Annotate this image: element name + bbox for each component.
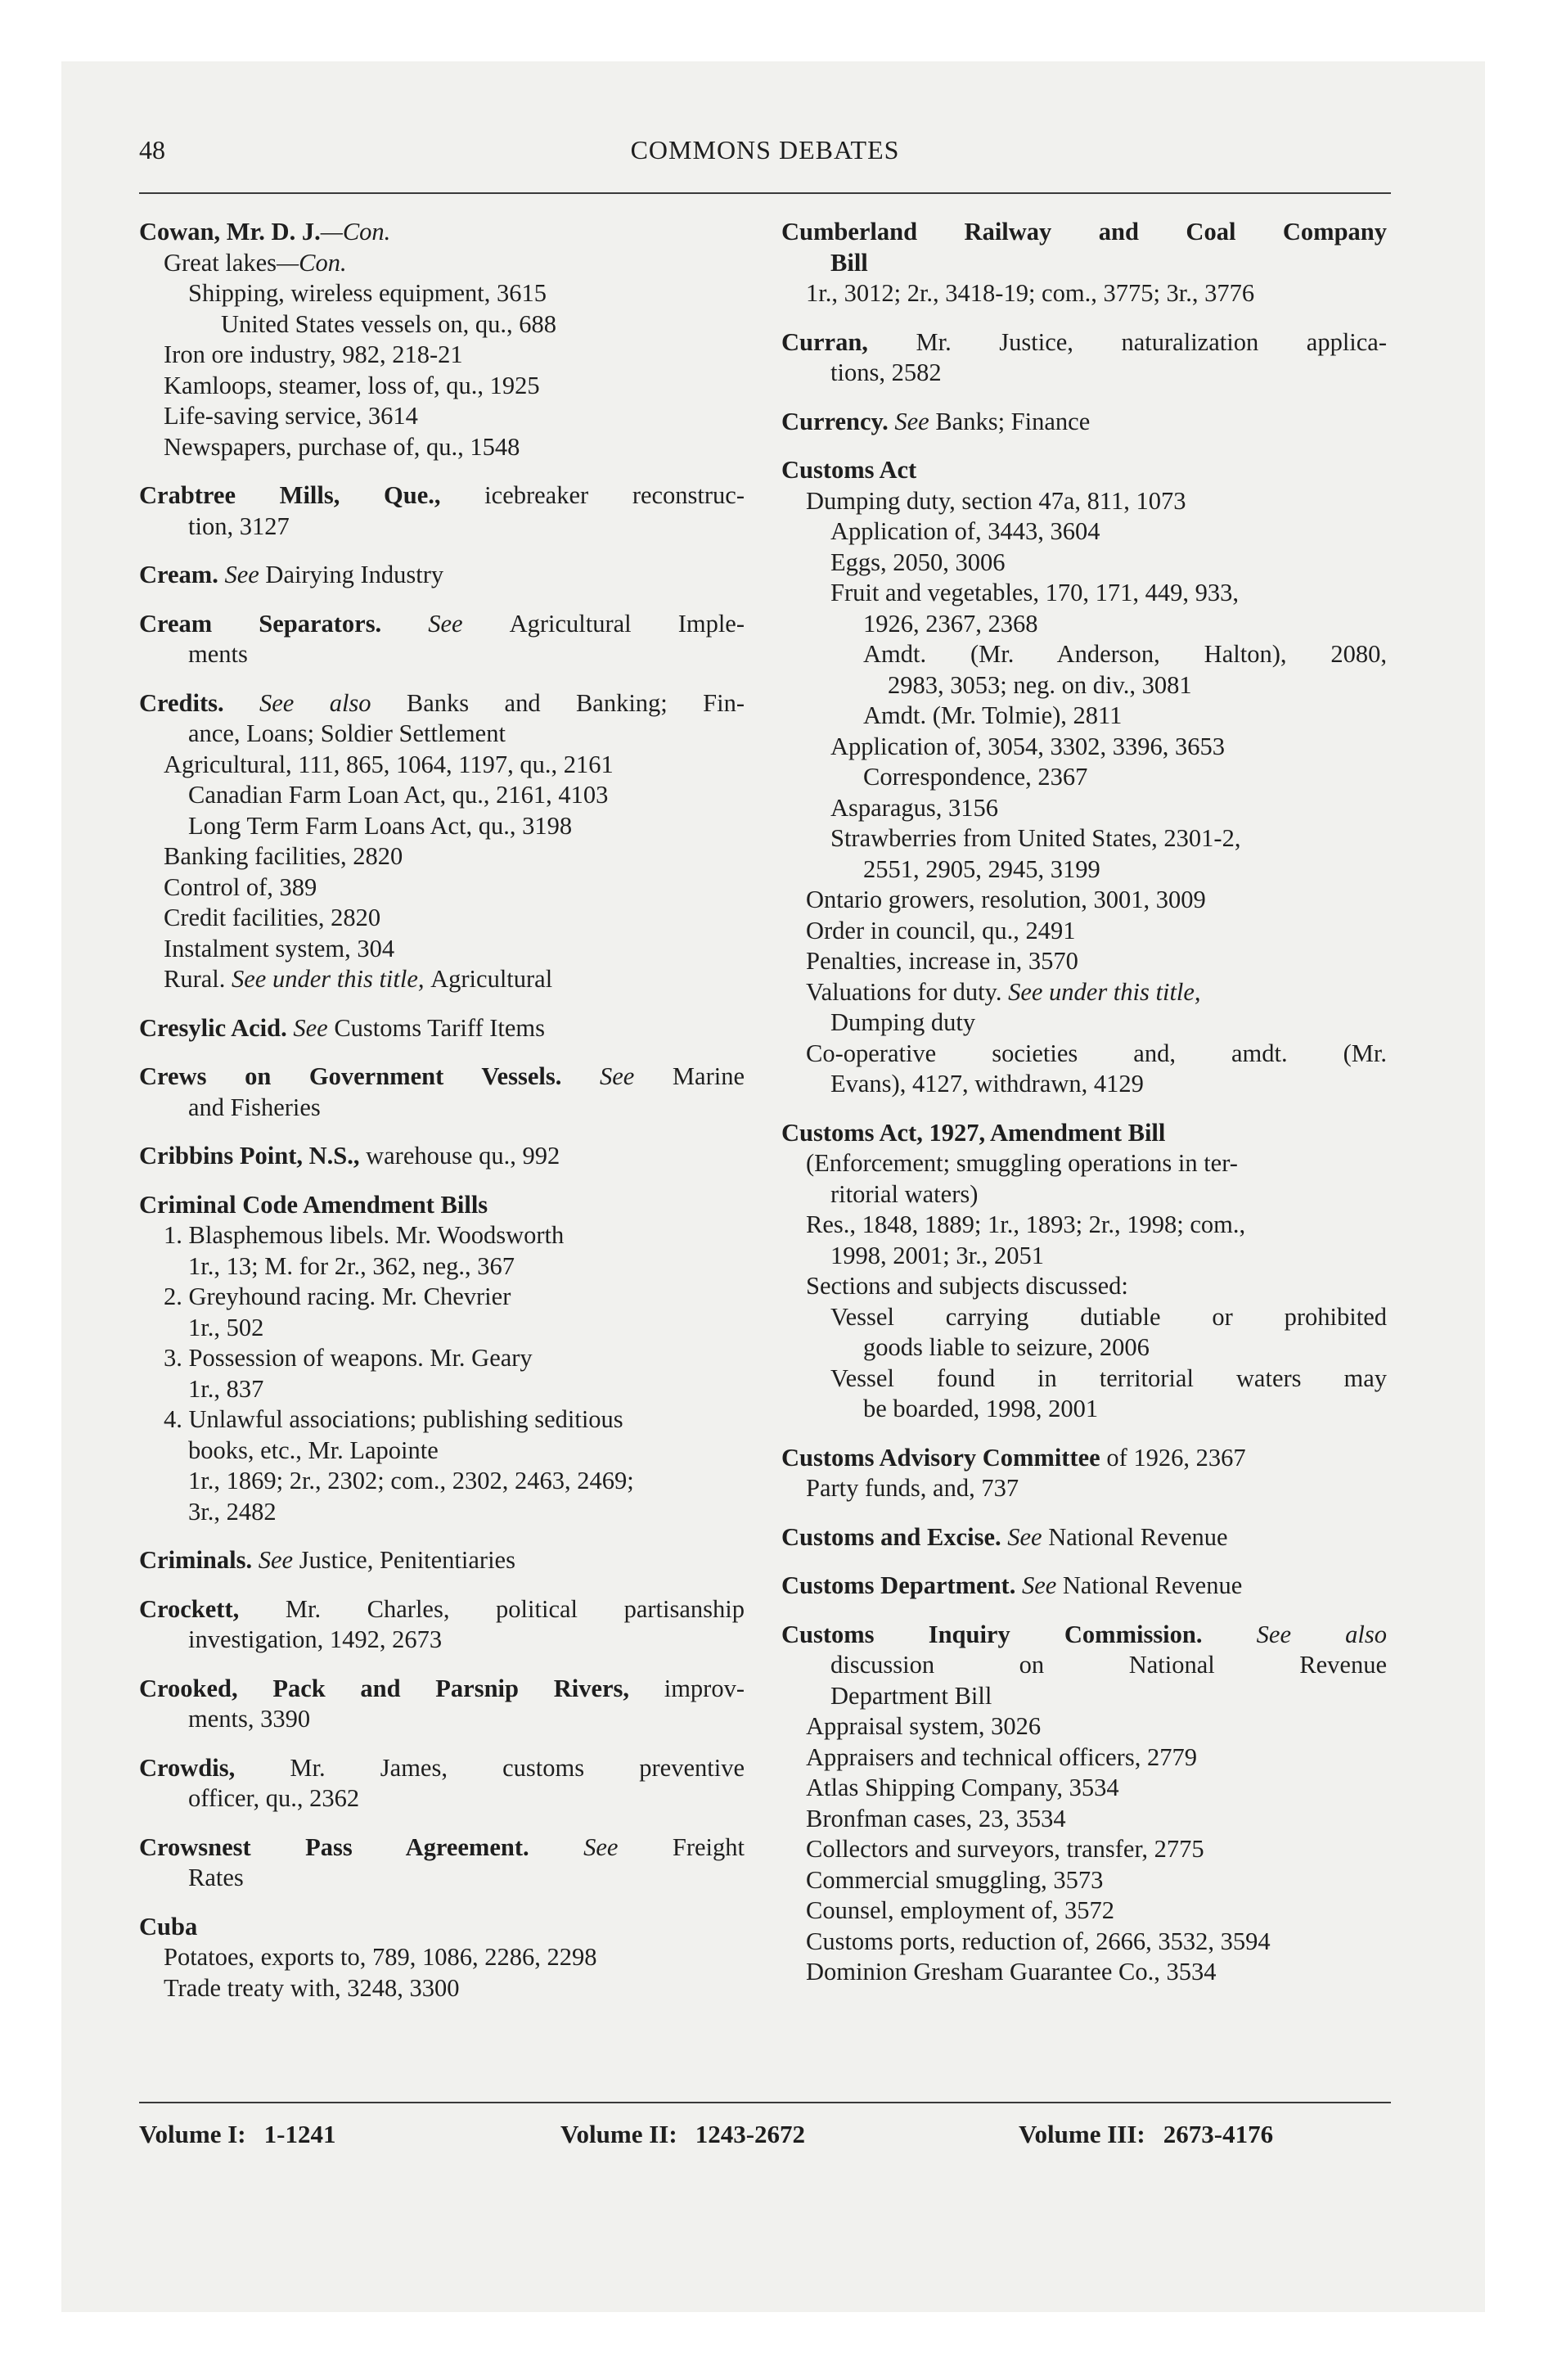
entry-heading: Cowan, Mr. D. J. <box>139 218 321 246</box>
entry-text: warehouse qu., 992 <box>359 1142 560 1170</box>
index-entry-crews <box>139 1062 745 1123</box>
entry-continuation: and Fisheries <box>188 1093 321 1121</box>
entry-heading: Customs and Excise. <box>781 1522 1001 1551</box>
sub-entry: Strawberries from United States, 2301-2, <box>830 824 1241 852</box>
cross-reference: Customs Tariff Items <box>334 1013 545 1042</box>
sub-entry: Valuations for duty. <box>806 977 1009 1006</box>
sub-entry: 1r., 3012; 2r., 3418-19; com., 3775; 3r., 3776 <box>806 279 1255 307</box>
see-reference: See <box>529 1832 673 1861</box>
entry-heading: Cuba <box>139 1912 198 1941</box>
sub-entry: 1998, 2001; 3r., 2051 <box>830 1241 1044 1269</box>
entry-heading-continuation: Bill <box>830 248 868 277</box>
index-entry-crabtree <box>139 480 745 542</box>
volume-3-range <box>1019 2120 1273 2149</box>
index-entry-cowan <box>139 217 745 462</box>
entry-heading: Customs Department. <box>781 1571 1016 1599</box>
sub-entry: Iron ore industry, 982, 218-21 <box>164 340 463 368</box>
volume-1-range <box>139 2120 335 2149</box>
sub-entry: Dumping duty <box>830 1008 976 1036</box>
cross-reference: Justice, Penitentiaries <box>299 1546 515 1574</box>
sub-entry: Potatoes, exports to, 789, 1086, 2286, 2298 <box>164 1943 597 1971</box>
sub-entry: Ontario growers, resolution, 3001, 3009 <box>806 886 1206 913</box>
sub-entry: Rural. <box>164 965 232 993</box>
sub-entry: Counsel, employment of, 3572 <box>806 1896 1114 1924</box>
cross-reference: Banks and Banking; Fin- <box>406 688 745 717</box>
entry-text: Mr. Charles, political partisanship <box>239 1594 745 1623</box>
volume-2-range <box>560 2120 805 2149</box>
entry-continuation: ments <box>188 640 248 668</box>
sub-entry: 1. Blasphemous libels. Mr. Woodsworth <box>164 1221 565 1249</box>
entry-continuation: officer, qu., 2362 <box>188 1784 360 1812</box>
entry-heading: Crooked, Pack and Parsnip Rivers, <box>139 1674 630 1702</box>
see-reference: See <box>1001 1522 1049 1551</box>
sub-entry: Agricultural, 111, 865, 1064, 1197, qu., 2161 <box>164 750 614 778</box>
sub-entry: 1r., 1869; 2r., 2302; com., 2302, 2463, 2469; <box>188 1467 634 1494</box>
sub-entry: Appraisers and technical officers, 2779 <box>806 1742 1197 1771</box>
volume-label: Volume III: <box>1019 2120 1145 2148</box>
footer-rule <box>139 2102 1391 2103</box>
entry-heading: Customs Act, 1927, Amendment Bill <box>781 1118 1166 1147</box>
entry-heading: Cumberland Railway and Coal Company <box>781 218 1387 246</box>
entry-heading: Crockett, <box>139 1594 240 1623</box>
cross-reference: Banks; Finance <box>935 407 1091 435</box>
sub-entry: Res., 1848, 1889; 1r., 1893; 2r., 1998; com., <box>806 1210 1246 1238</box>
entry-heading: Customs Advisory Committee <box>781 1443 1100 1472</box>
sub-entry: Vessel carrying dutiable or prohibited <box>830 1302 1387 1331</box>
sub-entry: Vessel found in territorial waters may <box>830 1364 1387 1392</box>
sub-entry: goods liable to seizure, 2006 <box>863 1333 1150 1361</box>
see-also-reference: See also <box>1202 1620 1387 1648</box>
cross-reference: National Revenue <box>1062 1571 1243 1599</box>
sub-entry: 2983, 3053; neg. on div., 3081 <box>888 670 1192 699</box>
index-entry-curran <box>781 327 1387 389</box>
entry-heading: Cribbins Point, N.S., <box>139 1142 360 1170</box>
entry-heading: Crews on Government Vessels. <box>139 1062 562 1090</box>
entry-text: Mr. Justice, naturalization applica- <box>867 327 1387 356</box>
sub-entry: 1r., 837 <box>188 1374 264 1403</box>
sub-entry: Amdt. (Mr. Tolmie), 2811 <box>863 701 1123 729</box>
see-reference: See <box>888 407 936 435</box>
entry-heading: Crowdis, <box>139 1753 236 1782</box>
see-also-reference: See also <box>223 688 407 717</box>
see-reference: See <box>1015 1571 1063 1599</box>
sub-entry: 1r., 13; M. for 2r., 362, neg., 367 <box>188 1251 515 1280</box>
sub-entry: Appraisal system, 3026 <box>806 1712 1042 1740</box>
sub-entry: Credit facilities, 2820 <box>164 904 381 931</box>
entry-heading: Cream Separators. <box>139 609 382 638</box>
sub-entry: Great lakes <box>164 248 277 277</box>
sub-entry: Collectors and surveyors, transfer, 2775 <box>806 1835 1204 1863</box>
sub-entry: Sections and subjects discussed: <box>806 1272 1128 1300</box>
sub-entry: (Enforcement; smuggling operations in ter- <box>806 1149 1238 1177</box>
sub-entry: books, etc., Mr. Lapointe <box>188 1436 439 1464</box>
sub-entry: United States vessels on, qu., 688 <box>221 309 557 338</box>
index-entry-customs-inquiry <box>781 1620 1387 1988</box>
sub-entry: Application of, 3443, 3604 <box>830 517 1100 545</box>
entry-heading: Criminals. <box>139 1546 253 1574</box>
sub-entry: Asparagus, 3156 <box>830 793 998 822</box>
see-reference: See <box>252 1546 299 1574</box>
entry-continuation: ance, Loans; Soldier Settlement <box>188 719 506 747</box>
index-entry-crooked-rivers <box>139 1674 745 1735</box>
entry-heading: Currency. <box>781 407 889 435</box>
entry-continuation: investigation, 1492, 2673 <box>188 1625 443 1653</box>
sub-entry: Long Term Farm Loans Act, qu., 3198 <box>188 811 573 840</box>
cross-reference: Agricultural Imple- <box>509 609 745 638</box>
index-entry-cumberland <box>781 217 1387 309</box>
index-entry-customs-act-1927 <box>781 1118 1387 1425</box>
sub-entry: Kamloops, steamer, loss of, qu., 1925 <box>164 371 540 399</box>
index-entry-cream-separators <box>139 609 745 670</box>
sub-entry: 2551, 2905, 2945, 3199 <box>863 854 1100 883</box>
volume-pages: 2673-4176 <box>1163 2120 1274 2148</box>
see-reference: See under this title, <box>232 965 431 993</box>
entry-text: icebreaker reconstruc- <box>440 481 745 509</box>
sub-entry: Shipping, wireless equipment, 3615 <box>188 279 547 307</box>
sub-entry: Commercial smuggling, 3573 <box>806 1865 1104 1894</box>
entry-text: Mr. James, customs preventive <box>235 1753 745 1782</box>
index-entry-credits <box>139 688 745 995</box>
index-entry-crowsnest <box>139 1832 745 1894</box>
index-entry-customs-department <box>781 1571 1387 1602</box>
sub-entry: Fruit and vegetables, 170, 171, 449, 933, <box>830 579 1239 606</box>
volume-pages: 1243-2672 <box>695 2120 806 2148</box>
index-entry-criminals <box>139 1545 745 1576</box>
see-reference: See <box>286 1013 335 1042</box>
sub-entry: Application of, 3054, 3302, 3396, 3653 <box>830 732 1226 760</box>
sub-entry: Life-saving service, 3614 <box>164 402 418 430</box>
entry-heading: Criminal Code Amendment Bills <box>139 1190 488 1219</box>
index-entry-customs-excise <box>781 1522 1387 1553</box>
sub-entry: 3. Possession of weapons. Mr. Geary <box>164 1344 533 1372</box>
cross-reference: National Revenue <box>1048 1522 1228 1551</box>
volume-footer <box>139 2120 1391 2161</box>
index-entry-crowdis <box>139 1753 745 1814</box>
entry-heading: Cresylic Acid. <box>139 1013 287 1042</box>
entry-heading: Customs Act <box>781 456 917 484</box>
index-entry-cresylic-acid <box>139 1013 745 1044</box>
cross-reference: Marine <box>672 1062 745 1090</box>
index-entry-cuba <box>139 1912 745 2004</box>
volume-label: Volume II: <box>560 2120 677 2148</box>
sub-entry: Bronfman cases, 23, 3534 <box>806 1804 1066 1832</box>
entry-continuation: tion, 3127 <box>188 512 290 540</box>
sub-entry: Dumping duty, section 47a, 811, 1073 <box>806 486 1186 515</box>
volume-label: Volume I: <box>139 2120 246 2148</box>
entry-text: of 1926, 2367 <box>1100 1443 1246 1472</box>
sub-entry: Trade treaty with, 3248, 3300 <box>164 1973 460 2002</box>
sub-entry: Control of, 389 <box>164 872 317 901</box>
left-column <box>139 217 745 2022</box>
sub-entry: Evans), 4127, withdrawn, 4129 <box>830 1070 1144 1098</box>
sub-entry: 1r., 502 <box>188 1313 264 1341</box>
see-reference: See <box>381 609 510 638</box>
page-header <box>139 135 1391 181</box>
sub-entry: ritorial waters) <box>830 1179 979 1208</box>
entry-text: improv- <box>629 1674 745 1702</box>
sub-entry: be boarded, 1998, 2001 <box>863 1395 1099 1422</box>
continued-marker: —Con. <box>320 218 391 246</box>
cross-reference: Dairying Industry <box>265 561 444 588</box>
index-entry-customs-advisory <box>781 1443 1387 1504</box>
index-entry-currency <box>781 407 1387 438</box>
index-entry-criminal-code <box>139 1190 745 1528</box>
cross-reference: Freight <box>672 1832 745 1861</box>
sub-entry: 2. Greyhound racing. Mr. Chevrier <box>164 1282 511 1310</box>
continued-marker: —Con. <box>277 248 347 277</box>
header-rule <box>139 192 1391 194</box>
sub-entry: 3r., 2482 <box>188 1497 277 1526</box>
entry-heading: Cream. <box>139 561 218 588</box>
sub-entry: Customs ports, reduction of, 2666, 3532, 3594 <box>806 1927 1271 1955</box>
entry-continuation: ments, 3390 <box>188 1705 311 1733</box>
entry-heading: Crabtree Mills, Que., <box>139 481 441 509</box>
entry-heading: Curran, <box>781 327 868 356</box>
sub-entry: Correspondence, 2367 <box>863 763 1088 791</box>
see-reference: See <box>218 561 266 588</box>
index-entry-cribbins-point <box>139 1141 745 1172</box>
sub-entry: Party funds, and, 737 <box>806 1474 1019 1502</box>
entry-heading: Crowsnest Pass Agreement. <box>139 1832 529 1861</box>
entry-continuation: Department Bill <box>830 1681 992 1710</box>
entry-continuation: discussion on National Revenue <box>830 1651 1387 1679</box>
entry-heading: Credits. <box>139 688 224 717</box>
sub-entry: Penalties, increase in, 3570 <box>806 947 1078 975</box>
sub-entry: Amdt. (Mr. Anderson, Halton), 2080, <box>863 640 1387 668</box>
sub-entry: Banking facilities, 2820 <box>164 842 403 870</box>
index-entry-crockett <box>139 1594 745 1656</box>
sub-entry: Canadian Farm Loan Act, qu., 2161, 4103 <box>188 781 609 809</box>
entry-continuation: tions, 2582 <box>830 358 942 386</box>
sub-entry: Co-operative societies and, amdt. (Mr. <box>806 1039 1387 1067</box>
volume-pages: 1-1241 <box>263 2120 336 2148</box>
sub-entry: Eggs, 2050, 3006 <box>830 548 1006 576</box>
sub-entry: Instalment system, 304 <box>164 934 395 962</box>
page-number: 48 <box>139 135 165 165</box>
see-reference: See <box>561 1062 673 1090</box>
sub-entry: 1926, 2367, 2368 <box>863 609 1038 638</box>
right-column <box>781 217 1387 2006</box>
see-reference: See under this title, <box>1008 977 1201 1006</box>
sub-entry: Order in council, qu., 2491 <box>806 916 1076 944</box>
entry-heading: Customs Inquiry Commission. <box>781 1620 1203 1648</box>
sub-entry: Newspapers, purchase of, qu., 1548 <box>164 432 520 461</box>
sub-entry: Atlas Shipping Company, 3534 <box>806 1774 1119 1801</box>
index-entry-cream <box>139 560 745 591</box>
running-title: COMMONS DEBATES <box>630 135 900 165</box>
cross-reference: Agricultural <box>430 965 553 993</box>
sub-entry: 4. Unlawful associations; publishing seditious <box>164 1405 623 1433</box>
entry-continuation: Rates <box>188 1864 244 1891</box>
sub-entry: Dominion Gresham Guarantee Co., 3534 <box>806 1958 1217 1986</box>
index-entry-customs-act <box>781 455 1387 1100</box>
